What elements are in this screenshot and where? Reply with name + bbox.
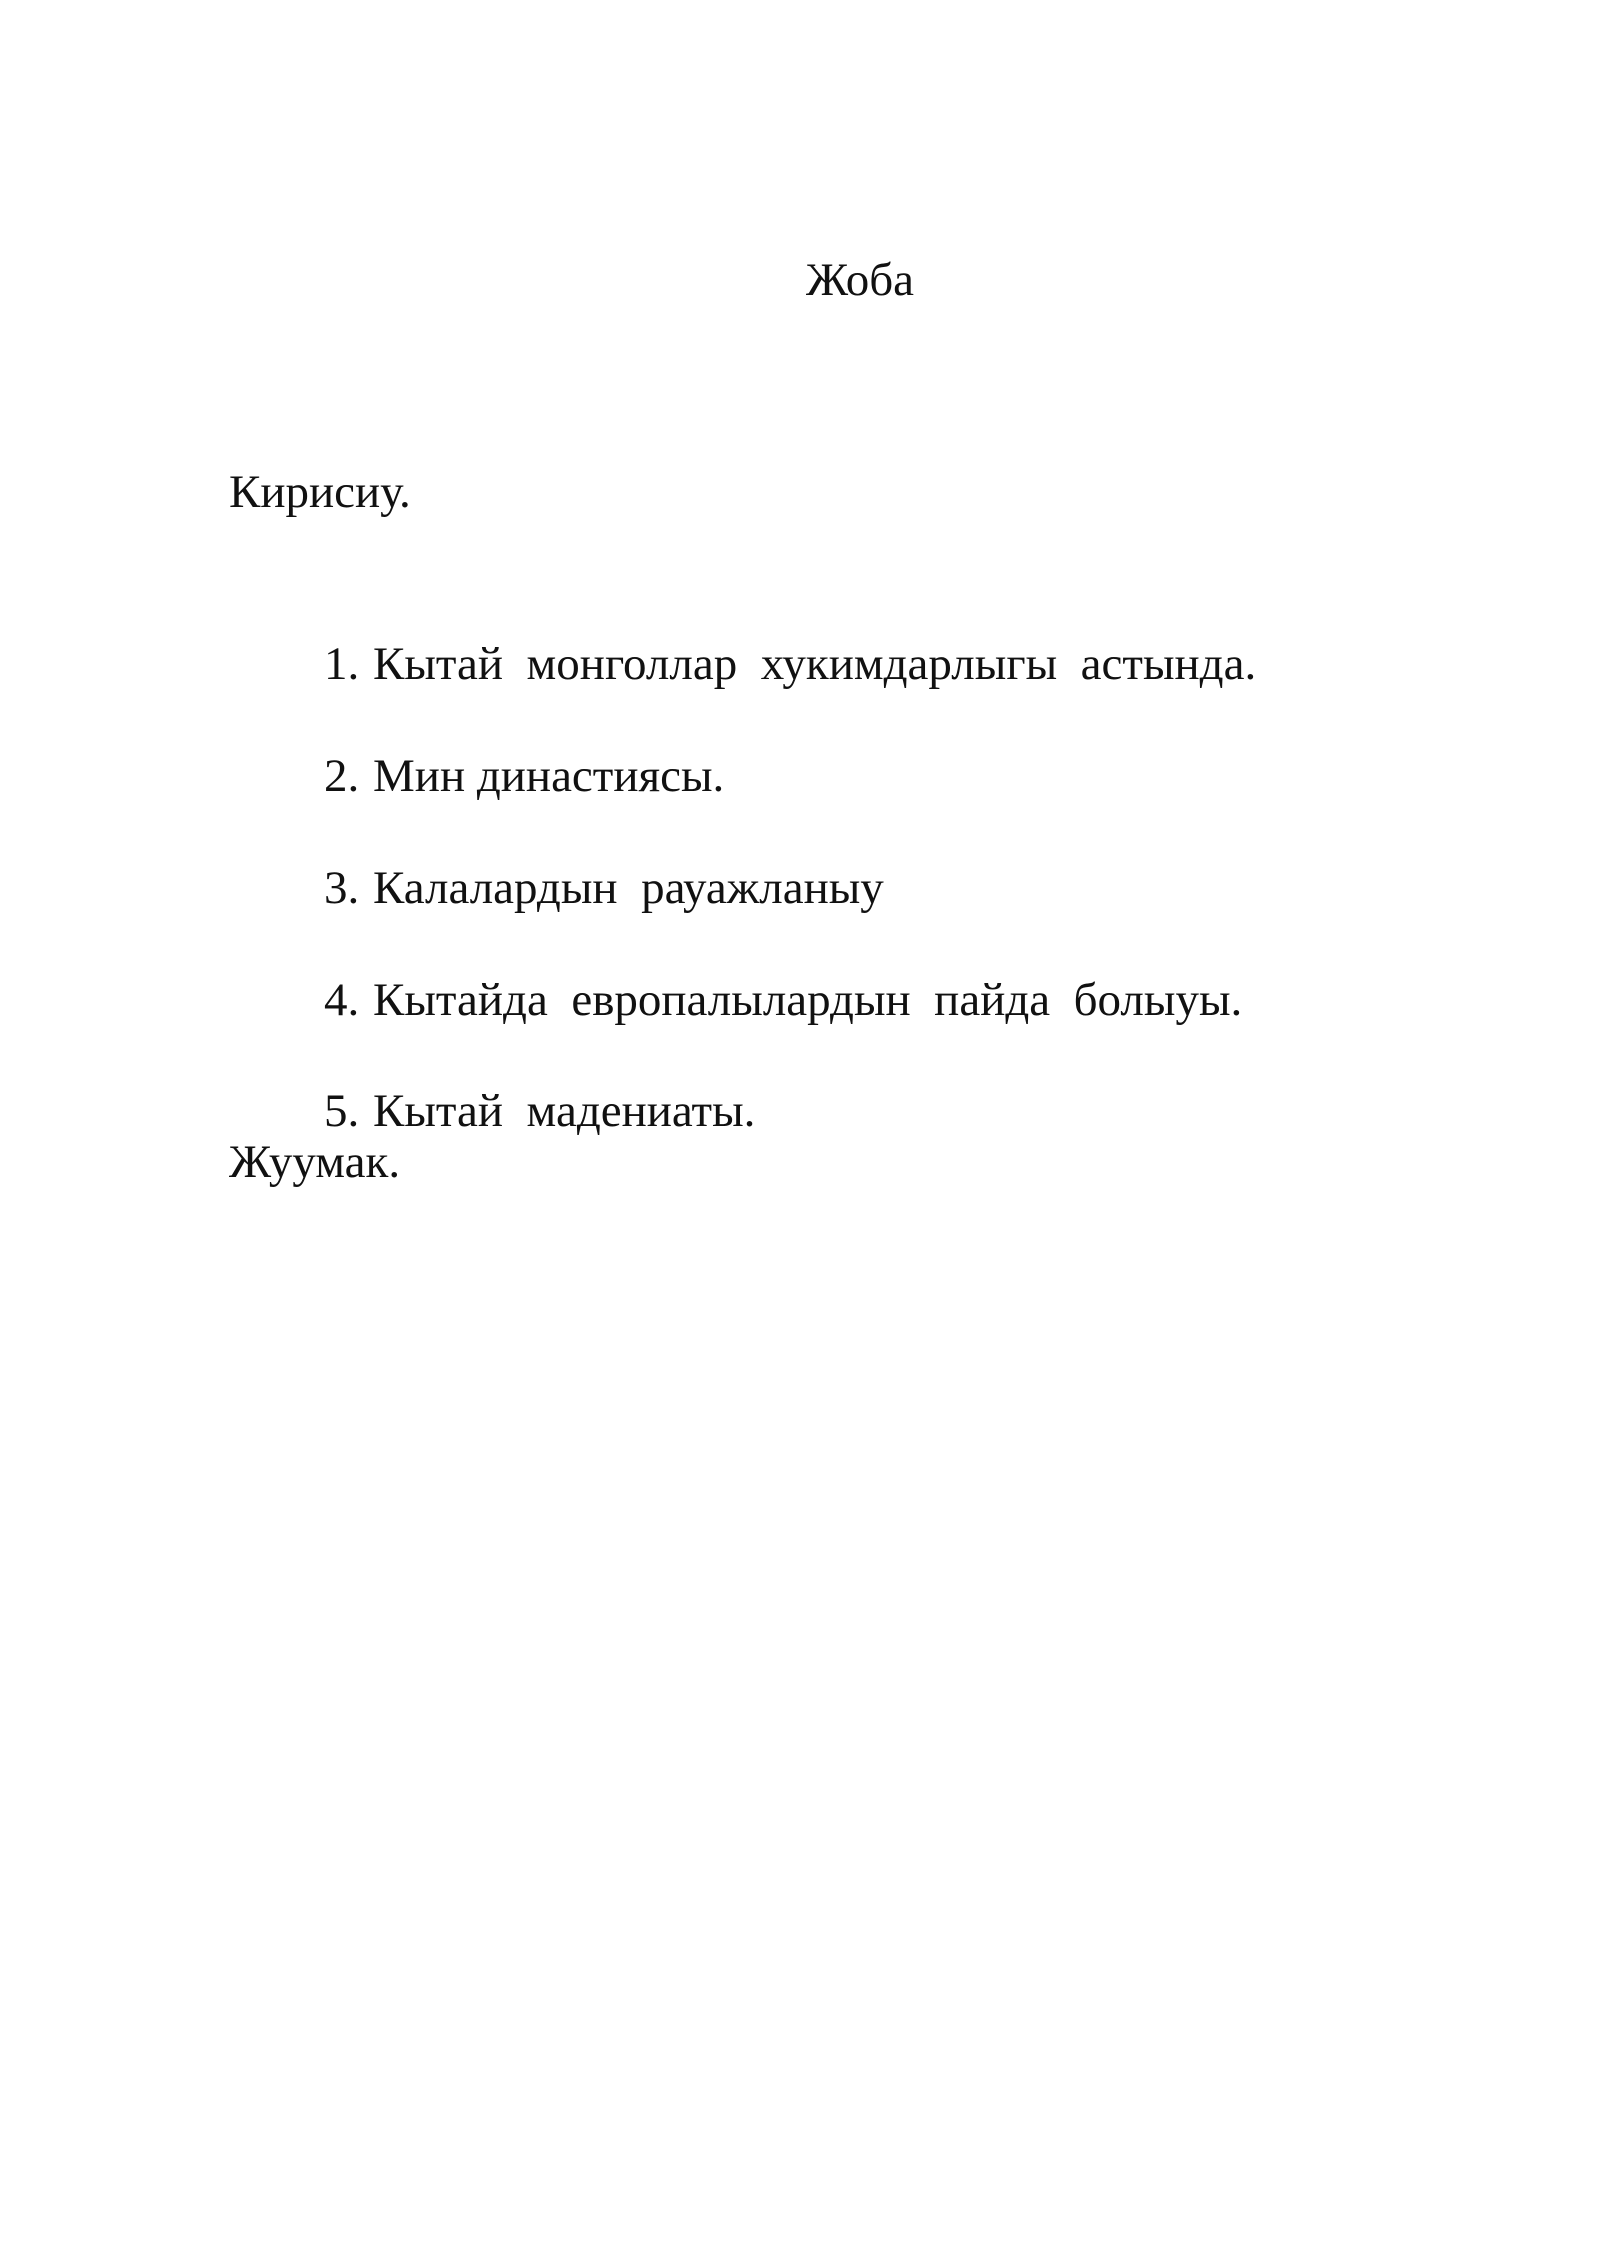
document-title: Жоба — [806, 254, 914, 306]
toc-item-text: Мин династиясы. — [373, 750, 725, 802]
toc-item-number: 3. — [324, 862, 360, 914]
toc-item-text: Кытай мадениаты. — [373, 1085, 756, 1137]
intro-heading: Кирисиу. — [229, 466, 411, 518]
toc-item-text: Калалардын рауажланыу — [373, 862, 884, 914]
toc-item-number: 5. — [324, 1085, 360, 1137]
conclusion-heading: Жуумак. — [229, 1136, 401, 1188]
toc-item-number: 1. — [324, 638, 360, 690]
toc-item-text: Кытай монголлар хукимдарлыгы астында. — [373, 638, 1257, 690]
toc-item-number: 4. — [324, 974, 360, 1026]
toc-item-number: 2. — [324, 750, 360, 802]
toc-item-text: Кытайда европалылардын пайда болыуы. — [373, 974, 1243, 1026]
